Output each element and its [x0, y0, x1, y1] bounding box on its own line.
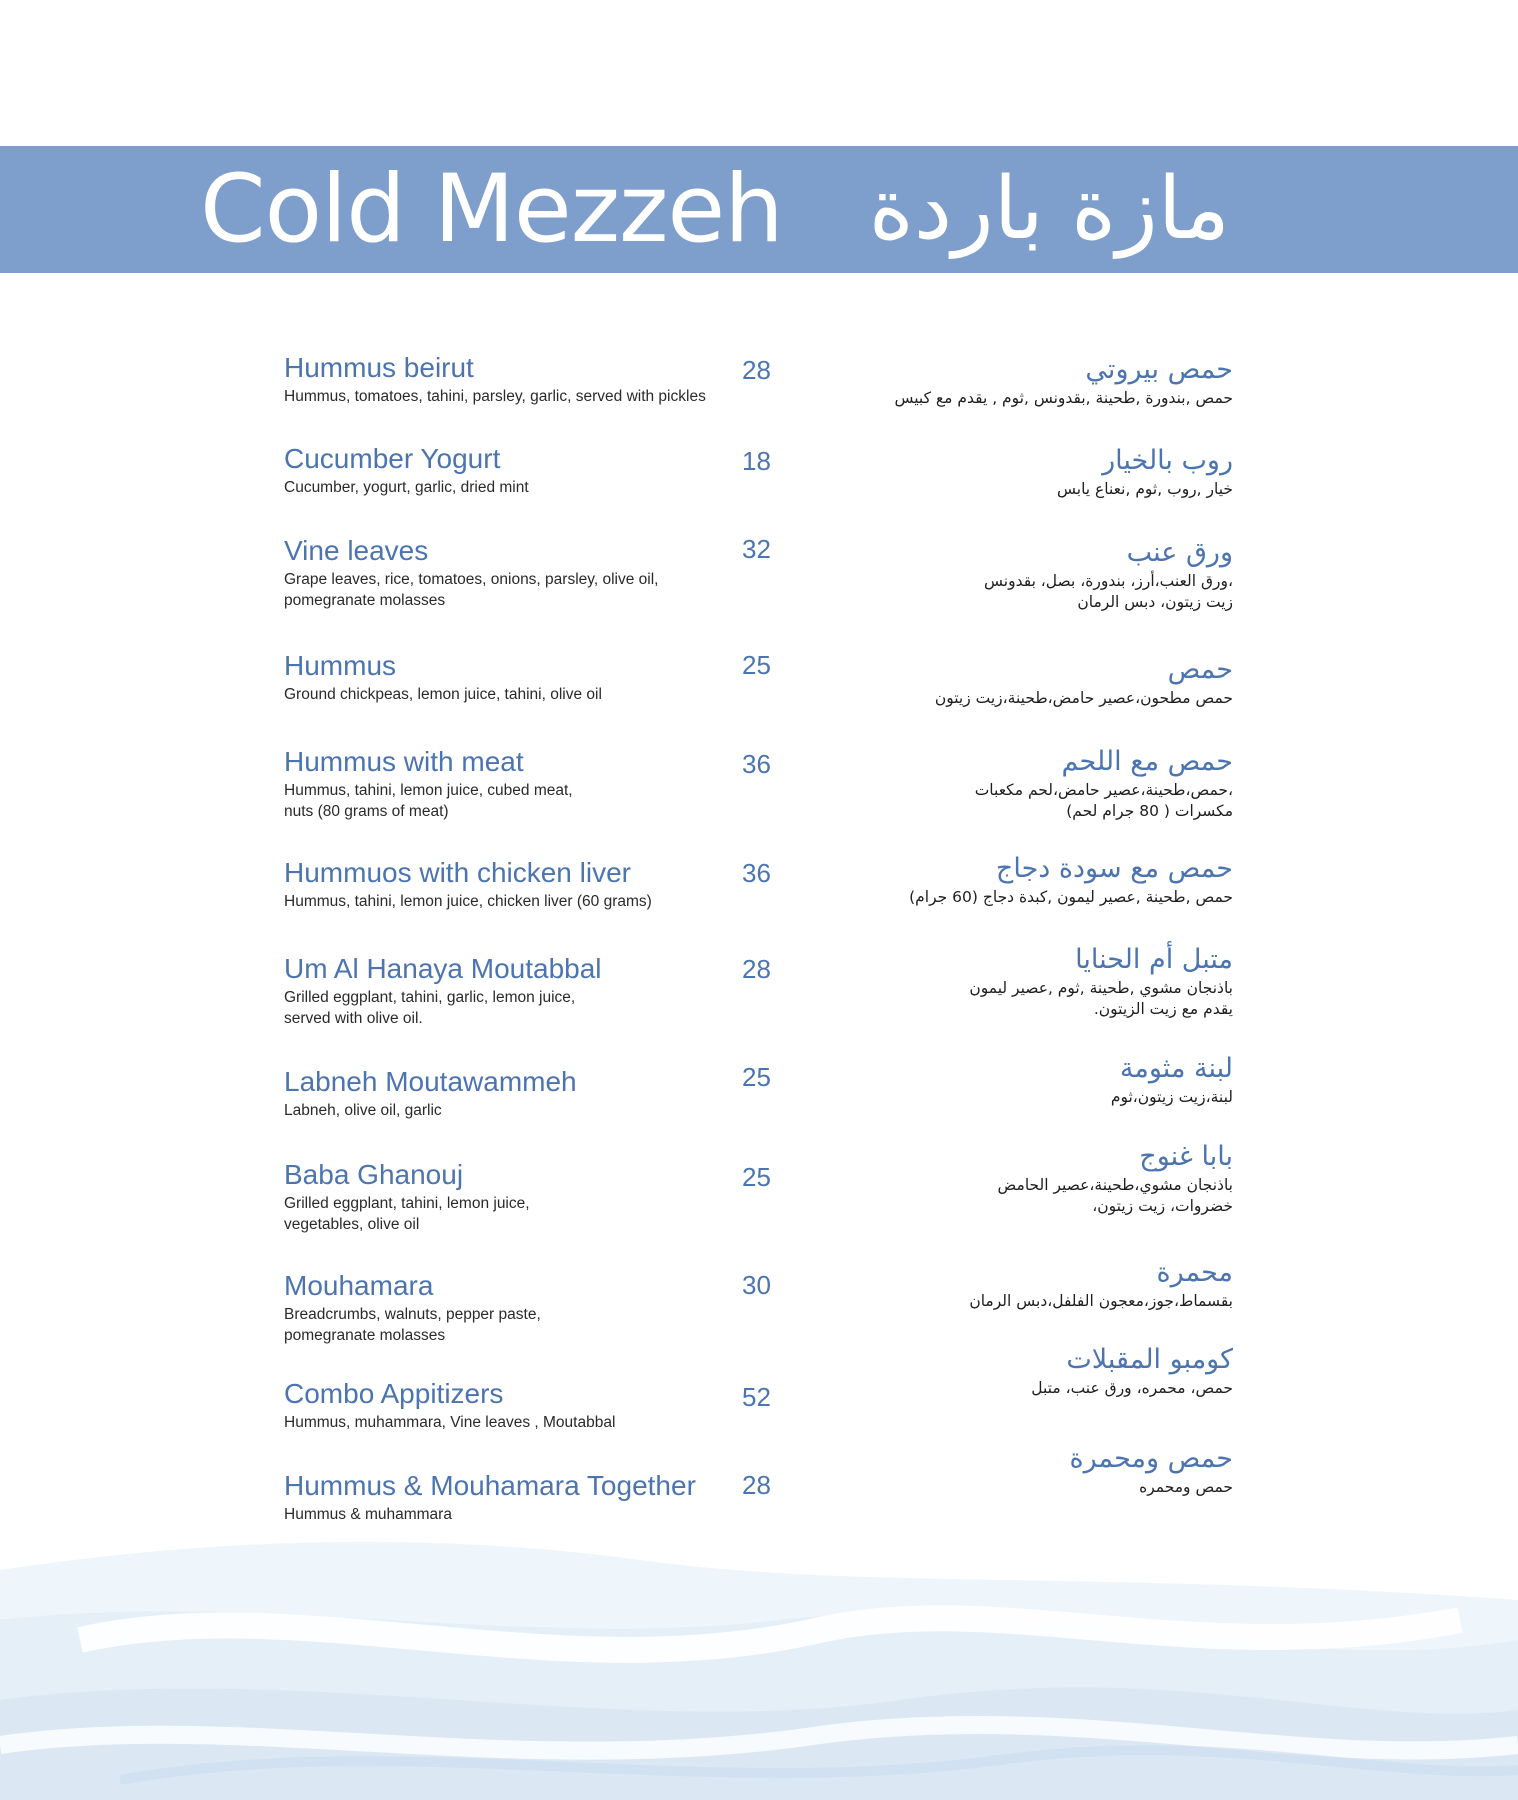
item-description-en: Labneh, olive oil, garlic [284, 1102, 442, 1119]
menu-item-ar [713, 445, 1233, 500]
item-price: 25 [742, 650, 771, 680]
item-description-ar: خيار ,روب ,ثوم ,نعناع يابس [1057, 480, 1233, 498]
menu-item-ar [713, 654, 1233, 709]
menu-item-ar [713, 1257, 1233, 1312]
item-price: 30 [742, 1270, 771, 1300]
item-name-ar: محمرة [1156, 1257, 1233, 1288]
item-name-ar: حمص مع سودة دجاج [995, 853, 1233, 884]
item-name-ar: حمص بيروتي [1085, 354, 1233, 385]
item-description-en: Hummus & muhammara [284, 1506, 452, 1523]
item-price: 52 [742, 1382, 771, 1412]
menu-item-ar [713, 746, 1233, 822]
item-name-ar: بابا غنوج [1139, 1141, 1233, 1172]
item-name-ar: روب بالخيار [1102, 445, 1233, 476]
menu-item-ar [713, 354, 1233, 409]
item-price: 28 [742, 355, 771, 385]
item-name-en: Hummus & Mouhamara Together [284, 1470, 696, 1501]
menu-item-ar [713, 1344, 1233, 1399]
item-name-ar: حمص مع اللحم [1061, 746, 1233, 777]
item-name-en: Vine leaves [284, 535, 429, 566]
item-name-en: Cucumber Yogurt [284, 443, 501, 474]
item-name-ar: متبل أم الحنايا [1075, 944, 1233, 975]
item-description-en: Hummus, tahini, lemon juice, chicken liver (60 grams) [284, 893, 652, 910]
item-description-ar: حمص ,بندورة ,طحينة ,بقدونس ,ثوم , يقدم مع كبيس [894, 389, 1233, 407]
item-description-ar: ،حمص،طحينة،عصير حامض،لحم مكعبات مكسرات ( 80 جرام لحم) [974, 781, 1233, 820]
menu-item-ar [713, 537, 1233, 613]
item-name-ar: حمص ومحمرة [1069, 1443, 1233, 1474]
item-description-en: Hummus, tahini, lemon juice, cubed meat, nuts (80 grams of meat) [284, 782, 573, 820]
item-description-ar: حمص ,طحينة ,عصير ليمون ,كبدة دجاج (60 جرام) [909, 888, 1233, 906]
item-price: 25 [742, 1162, 771, 1192]
item-description-en: Grilled eggplant, tahini, garlic, lemon juice, served with olive oil. [284, 989, 576, 1027]
item-name-en: Hummus [284, 650, 397, 681]
item-price: 36 [742, 858, 771, 888]
decorative-waves [0, 1530, 1518, 1800]
item-description-en: Cucumber, yogurt, garlic, dried mint [284, 479, 529, 496]
item-name-en: Hummus beirut [284, 352, 474, 383]
item-description-en: Grape leaves, rice, tomatoes, onions, parsley, olive oil, pomegranate molasses [284, 571, 659, 609]
menu-item-ar [713, 853, 1233, 908]
item-price: 28 [742, 1470, 771, 1500]
item-description-en: Hummus, tomatoes, tahini, parsley, garlic, served with pickles [284, 388, 706, 405]
item-description-ar: ،ورق العنب،أرز، بندورة، بصل، بقدونس زيت زيتون، دبس الرمان [984, 572, 1233, 611]
item-description-ar: باذنجان مشوي،طحينة،عصير الحامض خضروات، زيت زيتون، [997, 1176, 1233, 1215]
item-name-en: Mouhamara [284, 1270, 434, 1301]
menu-item-ar [713, 1053, 1233, 1108]
item-name-en: Hummuos with chicken liver [284, 857, 631, 888]
menu-item-ar [713, 1443, 1233, 1498]
item-description-en: Ground chickpeas, lemon juice, tahini, olive oil [284, 686, 602, 703]
item-price: 18 [742, 446, 771, 476]
item-description-en: Grilled eggplant, tahini, lemon juice, vegetables, olive oil [284, 1195, 530, 1233]
menu-item-ar [713, 1141, 1233, 1217]
item-name-ar: حمص [1167, 654, 1233, 685]
item-name-ar: لبنة مثومة [1119, 1053, 1233, 1084]
item-description-ar: حمص مطحون،عصير حامض،طحينة،زيت زيتون [934, 689, 1233, 707]
item-price: 28 [742, 954, 771, 984]
item-name-en: Labneh Moutawammeh [284, 1066, 577, 1097]
item-name-en: Hummus with meat [284, 746, 524, 777]
item-description-ar: حمص ومحمره [1139, 1478, 1233, 1496]
page-title-english: Cold Mezzeh [200, 155, 783, 264]
item-name-ar: كومبو المقبلات [1066, 1344, 1233, 1375]
item-name-en: Combo Appitizers [284, 1378, 504, 1409]
item-description-ar: بقسماط،جوز،معجون الفلفل،دبس الرمان [969, 1292, 1233, 1310]
item-description-ar: لبنة،زيت زيتون،ثوم [1110, 1088, 1233, 1106]
item-price: 32 [742, 534, 771, 564]
item-price: 25 [742, 1062, 771, 1092]
item-description-en: Breadcrumbs, walnuts, pepper paste, pomegranate molasses [284, 1306, 541, 1344]
item-description-ar: باذنجان مشوي ,طحينة ,ثوم ,عصير ليمون يقدم مع زيت الزيتون. [969, 979, 1233, 1018]
menu-item-ar [713, 944, 1233, 1020]
item-description-en: Hummus, muhammara, Vine leaves , Moutabbal [284, 1414, 616, 1431]
item-name-ar: ورق عنب [1126, 537, 1233, 568]
item-price: 36 [742, 749, 771, 779]
item-description-ar: حمص، محمره، ورق عنب، متبل [1031, 1379, 1233, 1397]
item-name-en: Um Al Hanaya Moutabbal [284, 953, 602, 984]
item-name-en: Baba Ghanouj [284, 1159, 464, 1190]
page-title-arabic: مازة باردة [868, 159, 1230, 259]
